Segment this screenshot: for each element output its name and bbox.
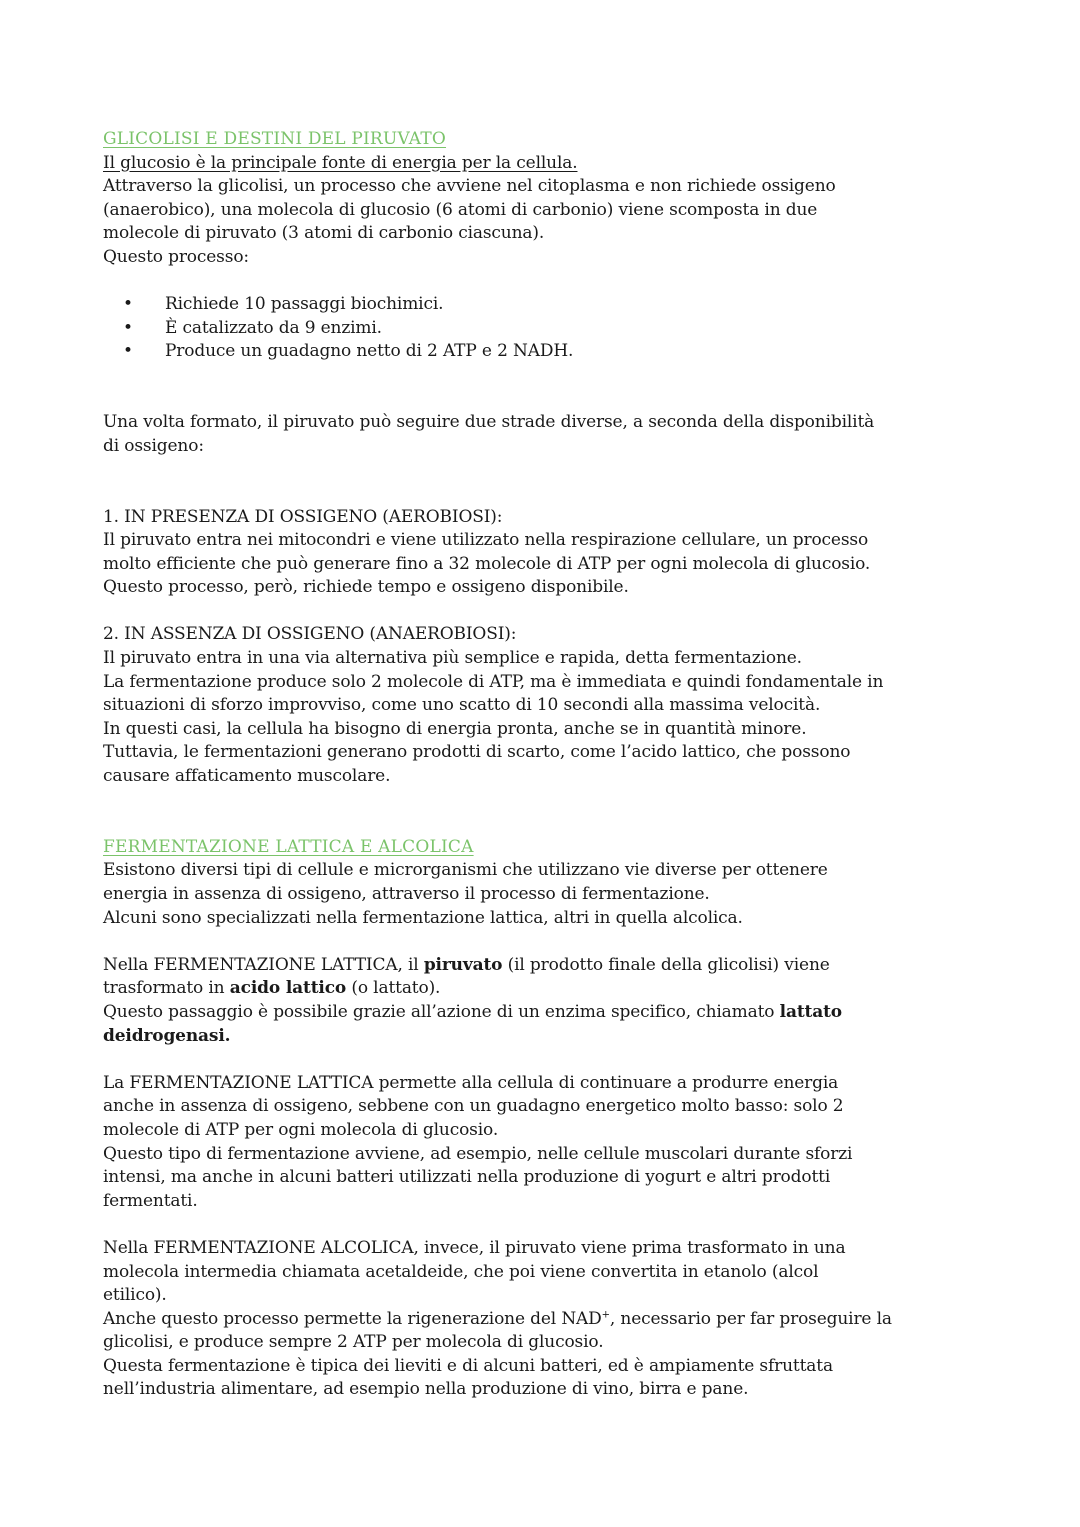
list-item — [103, 340, 988, 364]
paragraph-line: etilico). — [103, 1285, 167, 1306]
paragraph-line: fermentati. — [103, 1190, 198, 1211]
list-item — [103, 317, 988, 341]
text-run: (o lattato). — [346, 978, 441, 999]
text-run: , necessario per far proseguire la — [609, 1308, 892, 1329]
paragraph-line: Questo processo: — [103, 246, 249, 267]
paragraph-line: Nella FERMENTAZIONE ALCOLICA, invece, il piruvato viene prima trasformato in una — [103, 1237, 846, 1258]
paragraph-line: Questo tipo di fermentazione avviene, ad esempio, nelle cellule muscolari durante sforzi — [103, 1143, 853, 1164]
paragraph-line: Questa fermentazione è tipica dei lieviti e di alcuni batteri, ed è ampiamente sfruttata — [103, 1355, 833, 1376]
paragraph-line — [103, 1001, 988, 1025]
paragraph-line: La fermentazione produce solo 2 molecole di ATP, ma è immediata e quindi fondamentale in — [103, 671, 884, 692]
paragraph-line: (anaerobico), una molecola di glucosio (6 atomi di carbonio) viene scomposta in due — [103, 199, 818, 220]
list-item-text: È catalizzato da 9 enzimi. — [165, 317, 382, 338]
paragraph-line: La FERMENTAZIONE LATTICA permette alla cellula di continuare a produrre energia — [103, 1072, 839, 1093]
text-run: (il prodotto finale della glicolisi) viene — [502, 954, 830, 975]
text-run: trasformato in — [103, 978, 230, 999]
paragraph-line: molecole di ATP per ogni molecola di glucosio. — [103, 1119, 499, 1140]
paragraph-line: causare affaticamento muscolare. — [103, 766, 391, 787]
paragraph-line: molto efficiente che può generare fino a 32 molecole di ATP per ogni molecola di glucosio. — [103, 553, 871, 574]
paragraph-line: energia in assenza di ossigeno, attraverso il processo di fermentazione. — [103, 884, 710, 904]
bold-term-deidrogenasi: deidrogenasi. — [103, 1025, 231, 1046]
paragraph-line: molecola intermedia chiamata acetaldeide, che poi viene convertita in etanolo (alcol — [103, 1261, 819, 1282]
glycolysis-bullet-list — [103, 293, 988, 364]
paragraph-line: In questi casi, la cellula ha bisogno di energia pronta, anche se in quantità minore. — [103, 718, 807, 739]
paragraph-line — [103, 977, 988, 1001]
bold-term-lattato: lattato — [779, 1001, 842, 1022]
bullet-icon: • — [123, 294, 133, 315]
paragraph-line — [103, 1308, 988, 1332]
paragraph-line: Il piruvato entra nei mitocondri e viene utilizzato nella respirazione cellulare, un processo — [103, 530, 869, 551]
bullet-icon: • — [123, 341, 133, 362]
paragraph-line: Una volta formato, il piruvato può seguire due strade diverse, a seconda della disponibilità — [103, 412, 875, 433]
bullet-icon: • — [123, 317, 133, 338]
paragraph-line: intensi, ma anche in alcuni batteri utilizzati nella produzione di yogurt e altri prodotti — [103, 1167, 831, 1188]
section-heading-fermentation: FERMENTAZIONE LATTICA E ALCOLICA — [103, 836, 474, 857]
bold-term-acido-lattico: acido lattico — [229, 978, 347, 999]
bold-term-piruvato: piruvato — [423, 954, 503, 975]
text-run: Nella FERMENTAZIONE LATTICA, il — [103, 954, 424, 975]
paragraph-line — [103, 954, 988, 978]
text-run: Questo passaggio è possibile grazie all’azione di un enzima specifico, chiamato — [103, 1001, 780, 1022]
section-heading-glycolysis: GLICOLISI E DESTINI DEL PIRUVATO — [103, 129, 447, 149]
paragraph-line: glicolisi, e produce sempre 2 ATP per molecola di glucosio. — [103, 1332, 604, 1353]
paragraph-line: di ossigeno: — [103, 435, 204, 456]
paragraph-line: Alcuni sono specializzati nella fermentazione lattica, altri in quella alcolica. — [103, 907, 743, 928]
superscript-plus: + — [601, 1309, 610, 1321]
paragraph-line: Esistono diversi tipi di cellule e microrganismi che utilizzano vie diverse per ottenere — [103, 860, 828, 881]
paragraph-line: Tuttavia, le fermentazioni generano prodotti di scarto, come l’acido lattico, che possono — [103, 742, 851, 763]
list-item-text: Produce un guadagno netto di 2 ATP e 2 NADH. — [165, 341, 574, 362]
paragraph-line: situazioni di sforzo improvviso, come uno scatto di 10 secondi alla massima velocità. — [103, 695, 821, 716]
intro-underlined-sentence: Il glucosio è la principale fonte di energia per la cellula. — [103, 152, 578, 173]
paragraph-line: nell’industria alimentare, ad esempio nella produzione di vino, birra e pane. — [103, 1379, 749, 1400]
list-item-text: Richiede 10 passaggi biochimici. — [165, 294, 444, 315]
anaerobic-subheading: 2. IN ASSENZA DI OSSIGENO (ANAEROBIOSI): — [103, 624, 517, 645]
paragraph-line: molecole di piruvato (3 atomi di carbonio ciascuna). — [103, 223, 545, 244]
paragraph-line: anche in assenza di ossigeno, sebbene con un guadagno energetico molto basso: solo 2 — [103, 1096, 844, 1117]
document-page — [103, 128, 988, 1402]
list-item — [103, 293, 988, 317]
paragraph-line: Questo processo, però, richiede tempo e ossigeno disponibile. — [103, 577, 629, 598]
paragraph-line: Attraverso la glicolisi, un processo che avviene nel citoplasma e non richiede ossigeno — [103, 176, 836, 197]
aerobic-subheading: 1. IN PRESENZA DI OSSIGENO (AEROBIOSI): — [103, 506, 503, 527]
text-run: Anche questo processo permette la rigenerazione del NAD — [103, 1308, 602, 1329]
paragraph-line: Il piruvato entra in una via alternativa più semplice e rapida, detta fermentazione. — [103, 648, 802, 669]
